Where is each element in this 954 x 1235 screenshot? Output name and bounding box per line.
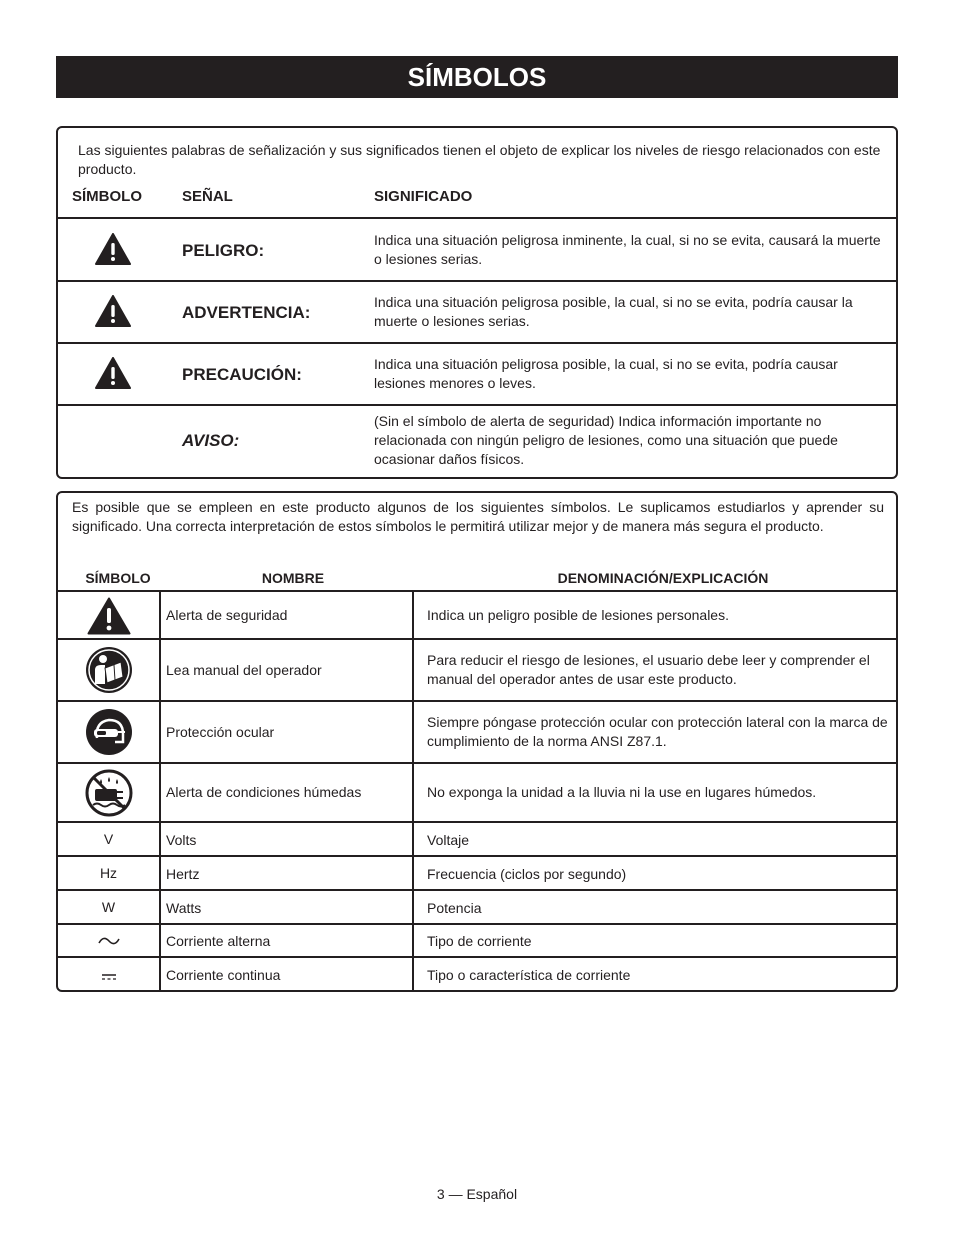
- signal-word: PELIGRO:: [182, 241, 265, 260]
- header-signal: SEÑAL: [182, 188, 233, 205]
- warning-triangle-icon: [95, 357, 131, 389]
- symbol-row: [58, 702, 896, 762]
- symbol-name: Volts: [166, 832, 197, 848]
- header-symbol: SÍMBOLO: [85, 570, 151, 586]
- symbol-text: V: [103, 831, 114, 847]
- symbol-explanation: Indica un peligro posible de lesiones personales.: [427, 607, 729, 623]
- symbol-explanation: No exponga la unidad a la lluvia ni la use en lugares húmedos.: [427, 784, 817, 800]
- symbol-name: Alerta de seguridad: [166, 607, 288, 623]
- symbol-row: [58, 764, 896, 821]
- signal-words-box: [56, 126, 898, 479]
- read-manual-icon: [85, 646, 133, 694]
- symbol-row: [58, 592, 896, 638]
- page-number: 3 — Español: [436, 1186, 518, 1202]
- symbol-text: Hz: [99, 865, 118, 881]
- symbol-name: Corriente continua: [166, 967, 281, 983]
- signal-row: [58, 344, 896, 404]
- symbol-name: Protección ocular: [166, 724, 275, 740]
- symbol-name: Lea manual del operador: [166, 662, 322, 678]
- symbol-name: Alerta de condiciones húmedas: [166, 784, 362, 800]
- signal-meaning: Indica una situación peligrosa posible, la cual, si no se evita, podría causar la muerte o lesiones serias.: [374, 294, 853, 329]
- header-name: NOMBRE: [261, 570, 325, 586]
- symbol-explanation: Frecuencia (ciclos por segundo): [427, 866, 627, 882]
- symbol-name: Corriente alterna: [166, 933, 271, 949]
- symbol-row: [58, 823, 896, 855]
- symbol-explanation: Para reducir el riesgo de lesiones, el usuario debe leer y comprender el manual del operador antes de usar este producto.: [427, 652, 870, 687]
- symbol-name: Watts: [166, 900, 202, 916]
- symbols-box: [56, 491, 898, 992]
- symbol-name: Hertz: [166, 866, 200, 882]
- signal-word: AVISO:: [182, 431, 240, 450]
- wet-conditions-icon: [85, 769, 133, 817]
- symbol-row: [58, 958, 896, 990]
- header-explanation: DENOMINACIÓN/EXPLICACIÓN: [557, 570, 769, 586]
- signal-row: [58, 406, 896, 477]
- symbol-row: [58, 925, 896, 956]
- header-meaning: SIGNIFICADO: [374, 188, 473, 205]
- symbol-explanation: Tipo de corriente: [427, 933, 532, 949]
- symbols-intro: Es posible que se empleen en este producto algunos de los siguientes símbolos. Le suplicamos estudiarlos y aprender su significado. Una correcta interpretación de estos símbolos le permitirá utilizar mejor y de manera más segura el producto.: [72, 499, 884, 534]
- alternating-current-icon: [98, 934, 120, 948]
- signal-meaning: Indica una situación peligrosa posible, la cual, si no se evita, podría causar lesiones menores o leves.: [374, 356, 838, 391]
- symbol-row: [58, 640, 896, 700]
- signal-meaning: Indica una situación peligrosa inminente, la cual, si no se evita, causará la muerte o lesiones serias.: [374, 232, 881, 267]
- symbol-row: [58, 857, 896, 889]
- symbol-explanation: Tipo o característica de corriente: [427, 967, 631, 983]
- signal-meaning: (Sin el símbolo de alerta de seguridad) Indica información importante no relacionada con ningún peligro de lesiones, como una situación que puede ocasionar daños físicos.: [374, 413, 838, 467]
- symbol-explanation: Voltaje: [427, 832, 470, 848]
- signal-row: [58, 219, 896, 280]
- header-symbol: SÍMBOLO: [72, 188, 142, 205]
- warning-triangle-icon: [95, 233, 131, 265]
- symbol-text: W: [101, 899, 116, 915]
- warning-triangle-icon: [95, 295, 131, 327]
- page-title: SÍMBOLOS: [407, 62, 547, 92]
- safety-alert-icon: [87, 597, 131, 635]
- symbol-row: [58, 891, 896, 923]
- signal-row: [58, 282, 896, 342]
- signal-word: PRECAUCIÓN:: [182, 365, 302, 384]
- signal-word: ADVERTENCIA:: [182, 303, 311, 322]
- symbol-explanation: Siempre póngase protección ocular con protección lateral con la marca de cumplimiento de la norma ANSI Z87.1.: [427, 714, 888, 749]
- signal-intro: Las siguientes palabras de señalización y sus significados tienen el objeto de explicar los niveles de riesgo relacionados con este producto.: [78, 142, 881, 177]
- direct-current-icon: [102, 973, 116, 981]
- symbol-explanation: Potencia: [427, 900, 482, 916]
- title-bar: [56, 56, 898, 98]
- eye-protection-icon: [85, 708, 133, 756]
